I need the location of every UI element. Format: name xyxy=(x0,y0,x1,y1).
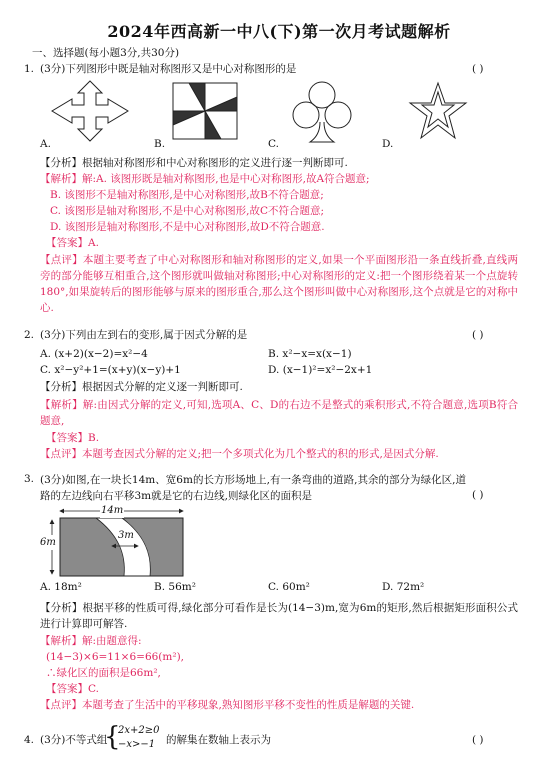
question-3-option-a: A. 18m² xyxy=(40,581,82,593)
inequality-2: −x>−1 xyxy=(118,739,156,750)
question-2-stem: (3分)下列由左到右的变形,属于因式分解的是 xyxy=(40,329,248,341)
question-1-comment: 【点评】本题主要考查了中心对称图形和轴对称图形的定义,如果一个平面图形沿一条直线折叠,直线两旁的部分能够互相重合,这个图形就叫做轴对称图形;中心对称图形的定义:把一个图形绕着某一个点旋转180°,如果旋转后的图形能够与原来的图形重合,那么这个图形叫做中心对称图形,这个点就是它的对称中心. xyxy=(40,254,518,314)
option-d-label: D. xyxy=(382,138,394,150)
question-3-solution-line-2: (14−3)×6=11×6=66(m²), xyxy=(46,651,185,663)
question-3-solution-line-3: ∴绿化区的面积是66m², xyxy=(46,667,161,679)
question-1-stem: (3分)下列图形中既是轴对称图形又是中心对称图形的是 xyxy=(40,63,297,75)
question-1-number: 1. xyxy=(24,63,35,75)
question-2-analysis: 【分析】根据因式分解的定义逐一判断即可. xyxy=(40,381,243,393)
question-2-option-c: C. x²−y²+1=(x+y)(x−y)+1 xyxy=(40,364,181,376)
question-3-option-b: B. 56m² xyxy=(154,581,196,593)
question-3-key: 【答案】C. xyxy=(46,683,99,695)
question-1-solution-line-2: B. 该图形不是轴对称图形,是中心对称图形,故B不符合题意; xyxy=(50,189,324,201)
question-1-analysis: 【分析】根据轴对称图形和中心对称图形的定义进行逐一判断即可. xyxy=(40,157,348,169)
question-4-number: 4. xyxy=(24,734,35,746)
figure-shift-label: 3m xyxy=(118,530,134,541)
question-4-stem-prefix: (3分)不等式组 xyxy=(40,734,108,746)
question-3-analysis: 【分析】根据平移的性质可得,绿化部分可看作是长为(14−3)m,宽为6m的矩形,然后根据矩形面积公式进行计算即可解答. xyxy=(40,602,518,630)
question-1-solution-line-3: C. 该图形是轴对称图形,不是中心对称图形,故C不符合题意; xyxy=(50,205,325,217)
question-2-key: 【答案】B. xyxy=(46,432,100,444)
figure-length-label: 14m xyxy=(101,505,124,516)
question-2-option-d: D. (x−1)²=x²−2x+1 xyxy=(268,364,373,376)
question-1-answer-blank: ( ) xyxy=(472,63,484,75)
option-c-label: C. xyxy=(268,138,279,150)
option-b-figure xyxy=(172,82,238,140)
question-3-comment: 【点评】本题考查了生活中的平移现象,熟知图形平移不变性的性质是解题的关键. xyxy=(40,699,415,711)
option-b-label: B. xyxy=(154,138,166,150)
question-4-answer-blank: ( ) xyxy=(472,734,484,746)
question-2-comment: 【点评】本题考查因式分解的定义;把一个多项式化为几个整式的积的形式,是因式分解. xyxy=(40,448,439,460)
question-2-number: 2. xyxy=(24,329,35,341)
option-a-label: A. xyxy=(40,138,51,150)
system-brace: { xyxy=(104,722,121,752)
question-3-number: 3. xyxy=(24,473,35,485)
question-1-key: 【答案】A. xyxy=(46,237,99,249)
option-c-figure xyxy=(290,80,354,144)
inequality-1: 2x+2≥0 xyxy=(118,725,160,736)
figure-width-label: 6m xyxy=(40,537,56,548)
question-4-stem-suffix: 的解集在数轴上表示为 xyxy=(166,734,271,746)
question-3-solution-line-1: 【解析】解:由题意得: xyxy=(40,635,142,647)
question-2-option-b: B. x²−x=x(x−1) xyxy=(268,348,352,360)
question-3-stem: (3分)如图,在一块长14m、宽6m的长方形场地上,有一条弯曲的道路,其余的部分为绿化区,道路的左边线向右平移3m就是它的右边线,则绿化区的面积是 xyxy=(40,474,466,502)
option-d-figure xyxy=(408,82,468,140)
option-a-figure xyxy=(50,80,130,142)
question-2-option-a: A. (x+2)(x−2)=x²−4 xyxy=(40,348,148,360)
section-heading: 一、选择题(每小题3分,共30分) xyxy=(32,47,180,59)
page-title: 2024年西高新一中八(下)第一次月考试题解析 xyxy=(107,22,451,41)
question-3-answer-blank: ( ) xyxy=(472,489,484,501)
question-2-solution: 【解析】解:由因式分解的定义,可知,选项A、C、D的右边不是整式的乘积形式,不符合题意,选项B符合题意, xyxy=(40,399,518,427)
question-2-answer-blank: ( ) xyxy=(472,329,484,341)
question-3-option-c: C. 60m² xyxy=(268,581,310,593)
question-1-solution-line-1: 【解析】解:A. 该图形既是轴对称图形,也是中心对称图形,故A符合题意; xyxy=(40,173,370,185)
question-1-solution-line-4: D. 该图形是轴对称图形,不是中心对称图形,故D不符合题意. xyxy=(50,221,325,233)
question-3-option-d: D. 72m² xyxy=(382,581,425,593)
